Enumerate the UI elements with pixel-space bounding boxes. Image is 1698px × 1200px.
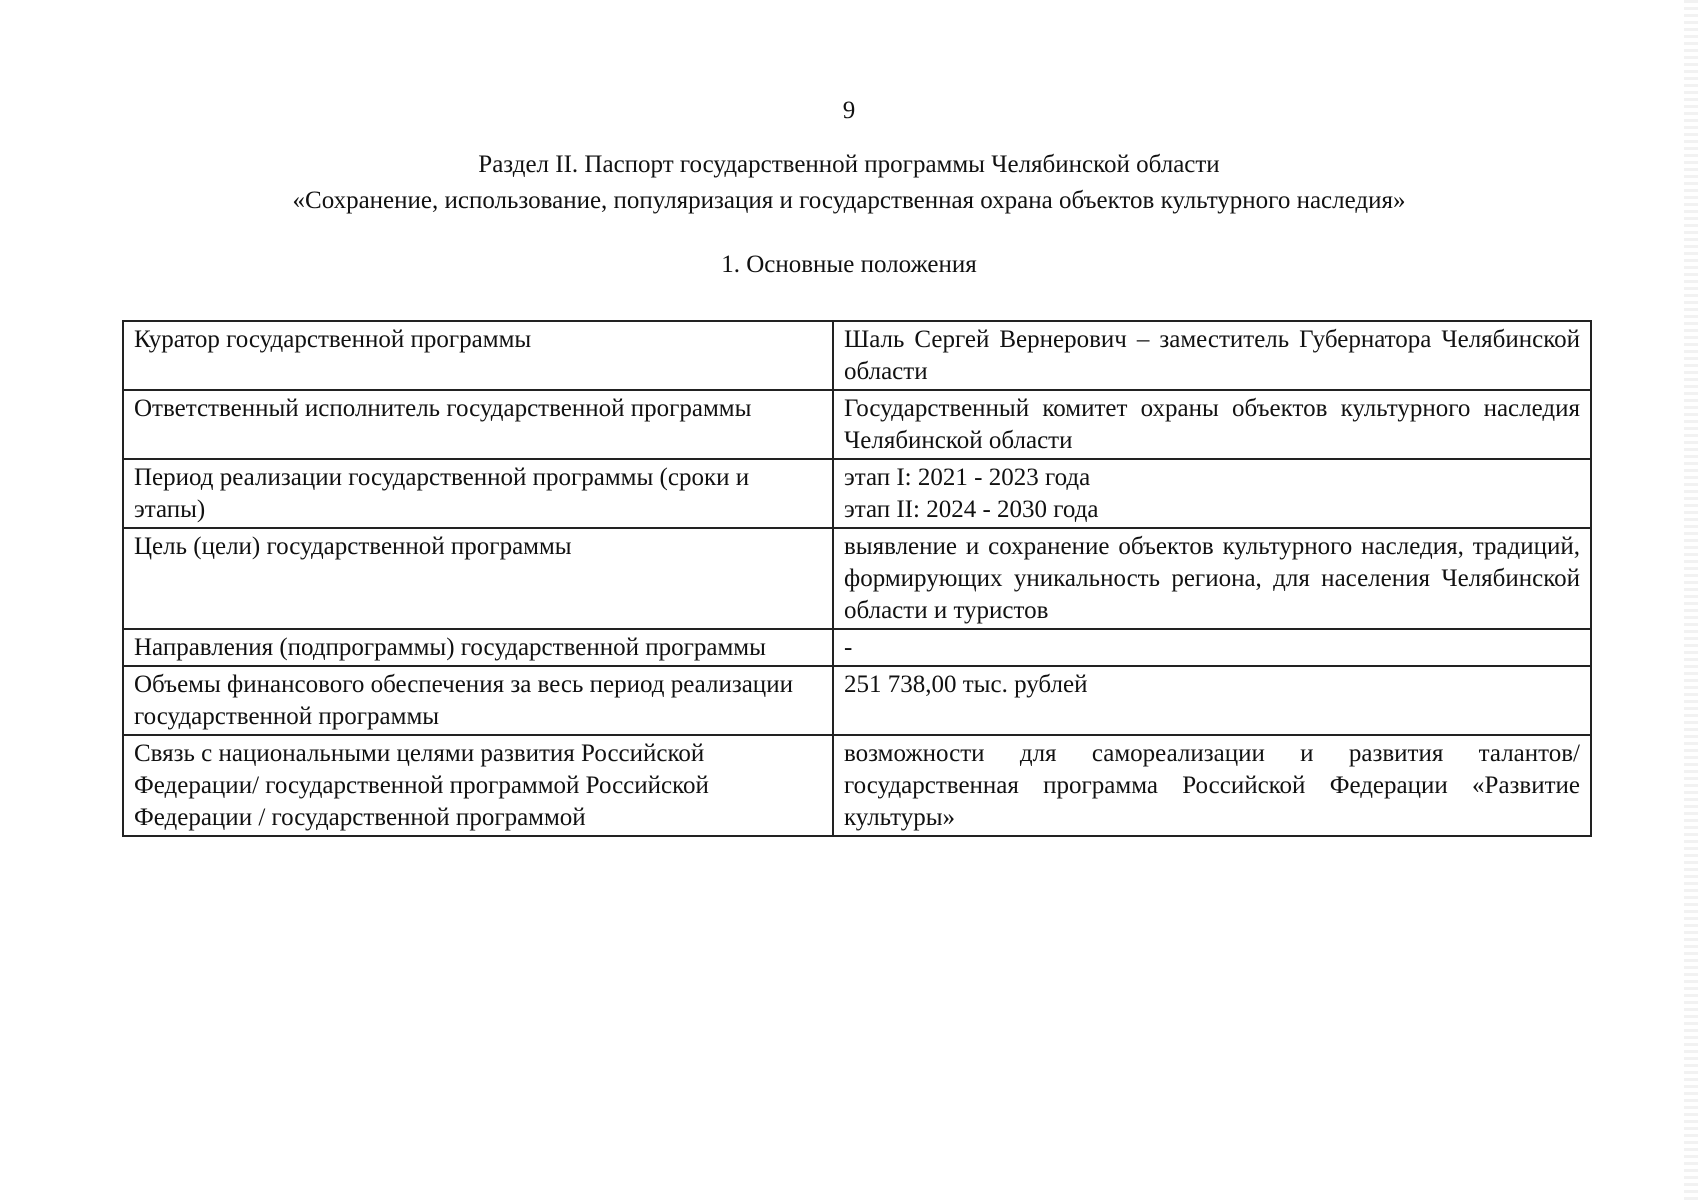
title-line-1: Раздел II. Паспорт государственной программы Челябинской области (478, 151, 1220, 178)
table-row-executor (123, 390, 1591, 459)
row-label: Цель (цели) государственной программы (123, 528, 833, 629)
section-heading: 1. Основные положения (721, 251, 977, 278)
table-row-period (123, 459, 1591, 528)
page-number: 9 (842, 97, 856, 124)
stage-1: этап I: 2021 - 2023 года (844, 464, 1091, 491)
title-line-2: «Сохранение, использование, популяризация и государственная охрана объектов культурного наследия» (292, 187, 1406, 214)
row-label: Период реализации государственной программы (сроки и этапы) (123, 459, 833, 528)
scan-edge-artifact (1684, 0, 1698, 1200)
passport-table (122, 320, 1592, 837)
row-label: Ответственный исполнитель государственной программы (123, 390, 833, 459)
row-label: Куратор государственной программы (123, 321, 833, 390)
row-value: Государственный комитет охраны объектов культурного наследия Челябинской области (833, 390, 1591, 459)
table-row-curator (123, 321, 1591, 390)
row-value: Шаль Сергей Вернерович – заместитель Губернатора Челябинской области (833, 321, 1591, 390)
row-value: возможности для самореализации и развития талантов/ государственная программа Российской Федерации «Развитие культуры» (833, 735, 1591, 836)
table-row-funding (123, 666, 1591, 735)
table-row-goal (123, 528, 1591, 629)
row-label: Объемы финансового обеспечения за весь период реализации государственной программы (123, 666, 833, 735)
stage-2: этап II: 2024 - 2030 года (844, 496, 1099, 523)
row-value: выявление и сохранение объектов культурного наследия, традиций, формирующих уникальность региона, для населения Челябинской области и туристов (833, 528, 1591, 629)
table-row-directions (123, 629, 1591, 666)
row-value: 251 738,00 тыс. рублей (833, 666, 1591, 735)
row-value (833, 459, 1591, 528)
row-label: Связь с национальными целями развития Российской Федерации/ государственной программой Российской Федерации / государственной программой (123, 735, 833, 836)
table-row-national-goals (123, 735, 1591, 836)
document-title (0, 147, 1698, 219)
row-label: Направления (подпрограммы) государственной программы (123, 629, 833, 666)
row-value: - (833, 629, 1591, 666)
